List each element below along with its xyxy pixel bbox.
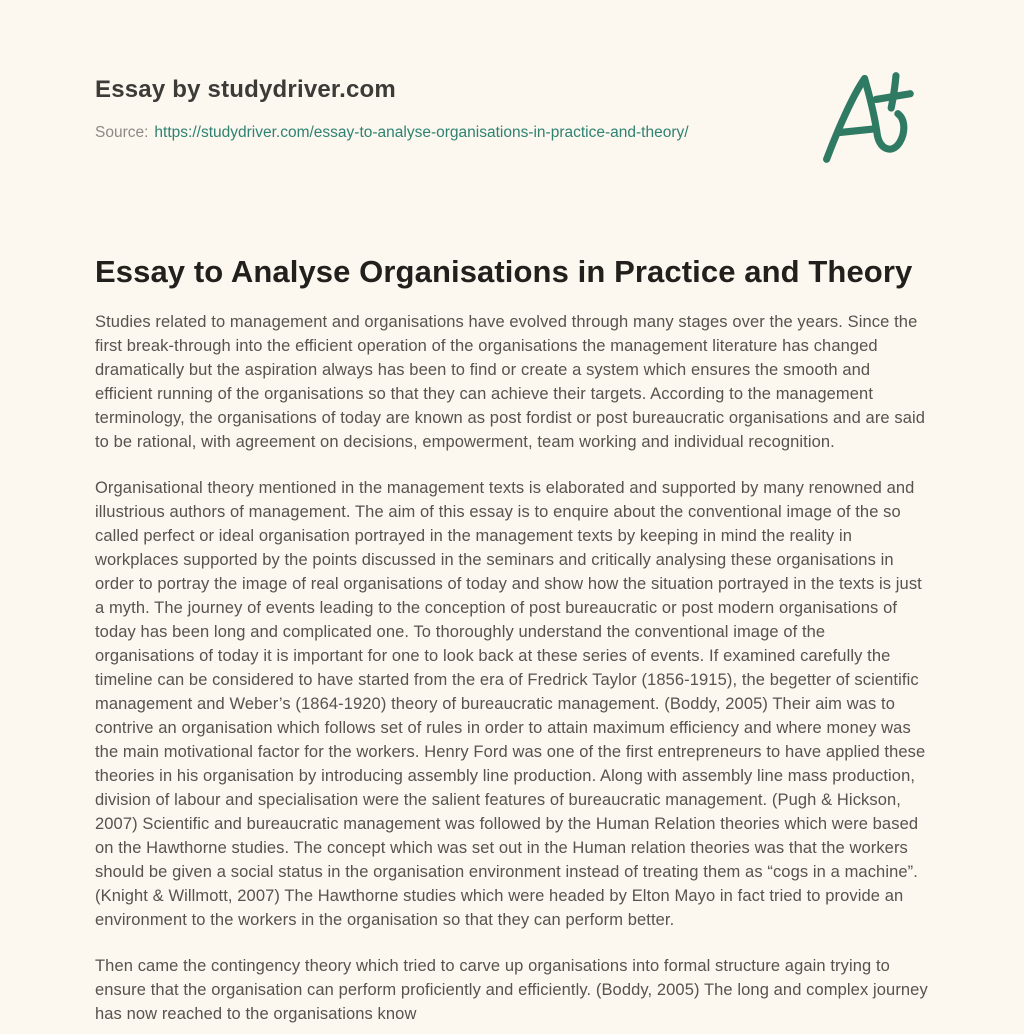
essay-paragraph: Studies related to management and organisations have evolved through many stages over the years. Since the first break-through into the efficient operation of the organisations the management literature has changed dramatically but the aspiration always has been to find or create a system which ensures the smooth and efficient running of the organisations so that they can achieve their targets. According to the management terminology, the organisations of today are known as post fordist or post bureaucratic organisations and are said to be rational, with agreement on decisions, empowerment, team working and individual recognition. [95, 313, 926, 451]
source-url-link[interactable]: https://studydriver.com/essay-to-analyse-organisations-in-practice-and-theory/ [154, 124, 689, 141]
essay-paragraph: Organisational theory mentioned in the management texts is elaborated and supported by many renowned and illustrious authors of management. The aim of this essay is to enquire about the conventional image of the so called perfect or ideal organisation portrayed in the management texts by keeping in mind the reality in workplaces supported by the points discussed in the seminars and critically analysing these organisations in order to portray the image of real organisations of today and show how the situation portrayed in the texts is just a myth. The journey of events leading to the conception of post bureaucratic or post modern organisations of today has been long and complicated one. To thoroughly understand the conventional image of the organisations of today it is important for one to look back at these series of events. If examined carefully the timeline can be considered to have started from the era of Fredrick Taylor (1856-1915), the begetter of scientific management and Weber’s (1864-1920) theory of bureaucratic management. (Boddy, 2005) Their aim was to contrive an organisation which follows set of rules in order to attain maximum efficiency and where money was the main motivational factor for the workers. Henry Ford was one of the first entrepreneurs to have applied these theories in his organisation by introducing assembly line production. Along with assembly line mass production, division of labour and specialisation were the salient features of bureaucratic management. (Pugh & Hickson, 2007) Scientific and bureaucratic management was followed by the Human Relation theories which were based on the Hawthorne studies. The concept which was set out in the Human relation theories was that the workers should be given a social status in the organisation environment instead of treating them as “cogs in a machine”. (Knight & Willmott, 2007) The Hawthorne studies which were headed by Elton Mayo in fact tried to provide an environment to the workers in the organisation so that they can perform better. [95, 479, 926, 929]
source-line [95, 124, 928, 142]
document-header [95, 0, 928, 142]
a-plus-logo-icon [819, 70, 914, 165]
essay-title: Essay to Analyse Organisations in Practice and Theory [95, 254, 913, 289]
essay-body [95, 310, 928, 1026]
site-header-title: Essay by studydriver.com [95, 76, 396, 103]
source-label: Source: [95, 124, 149, 141]
essay-paragraph: Then came the contingency theory which tried to carve up organisations into formal structure again trying to ensure that the organisation can perform proficiently and efficiently. (Boddy, 2005) The long and complex journey has now reached to the organisations know [95, 957, 928, 1023]
